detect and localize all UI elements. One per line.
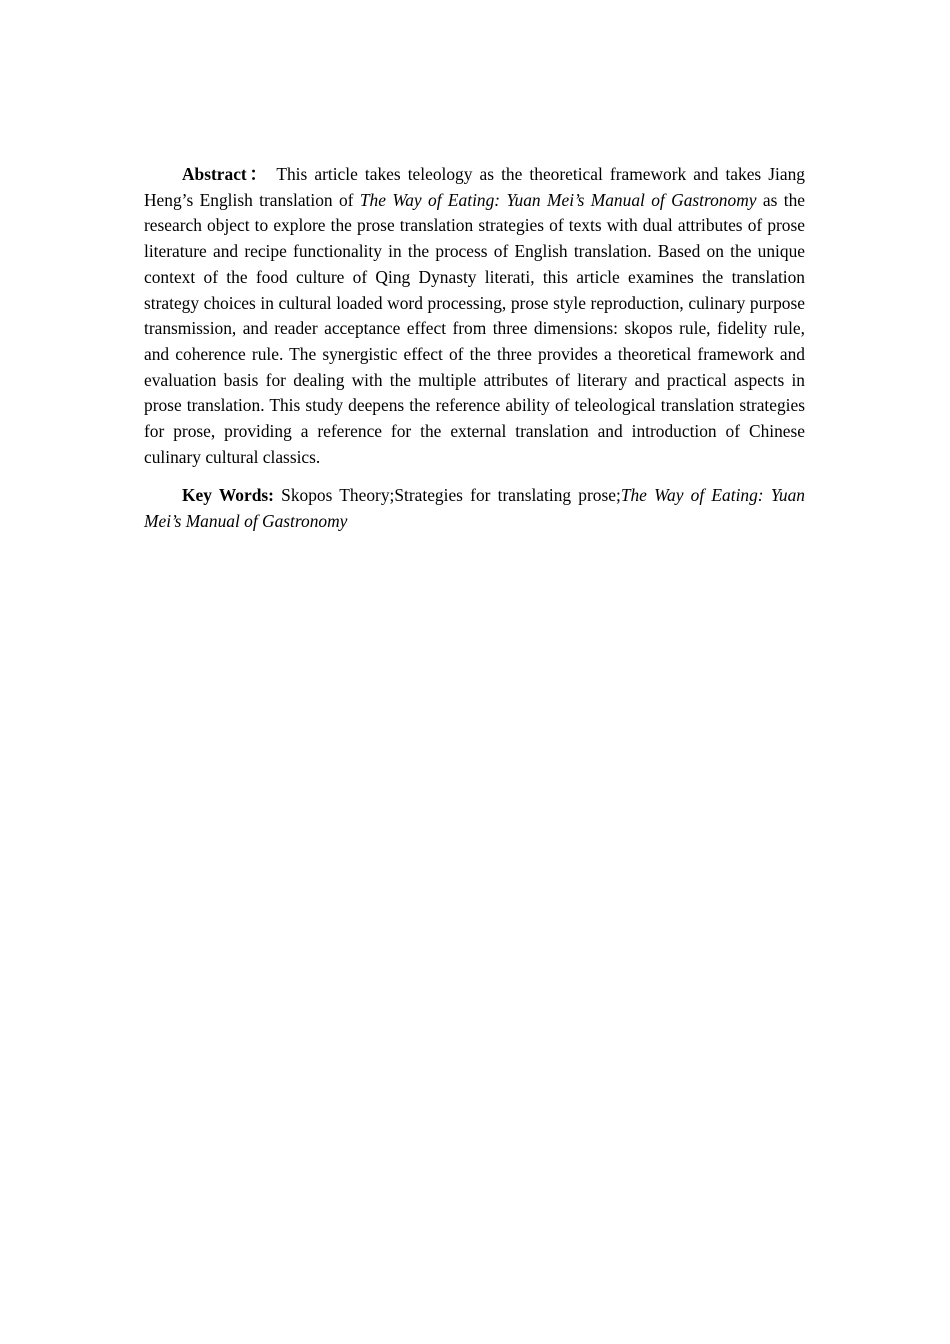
keywords-text: Skopos Theory;Strategies for translating prose;	[273, 485, 621, 506]
keywords-label: Key Words:	[182, 485, 274, 506]
abstract-paragraph	[144, 162, 805, 470]
keywords-paragraph	[144, 483, 805, 534]
abstract-text-part-1: This article takes teleology as the theoretical framework and takes Jiang Heng’s English translation of	[144, 164, 805, 210]
abstract-section	[144, 162, 805, 535]
abstract-text-part-2: as the research object to explore the prose translation strategies of texts with dual attributes of prose literature and recipe functionality in the process of English translation. Based on the unique context of the food culture of Qing Dynasty literati, this article examines the translation strategy choices in cultural loaded word processing, prose style reproduction, culinary purpose transmission, and reader acceptance effect from three dimensions: skopos rule, fidelity rule, and coherence rule. The synergistic effect of the three provides a theoretical framework and evaluation basis for dealing with the multiple attributes of literary and practical aspects in prose translation. This study deepens the reference ability of teleological translation strategies for prose, providing a reference for the external translation and introduction of Chinese culinary cultural classics.	[144, 189, 805, 467]
abstract-book-title: The Way of Eating: Yuan Mei’s Manual of Gastronomy	[359, 189, 757, 210]
abstract-label: Abstract：	[182, 164, 270, 184]
keywords-book-title: The Way of Eating: Yuan Mei’s Manual of Gastronomy	[144, 485, 805, 532]
